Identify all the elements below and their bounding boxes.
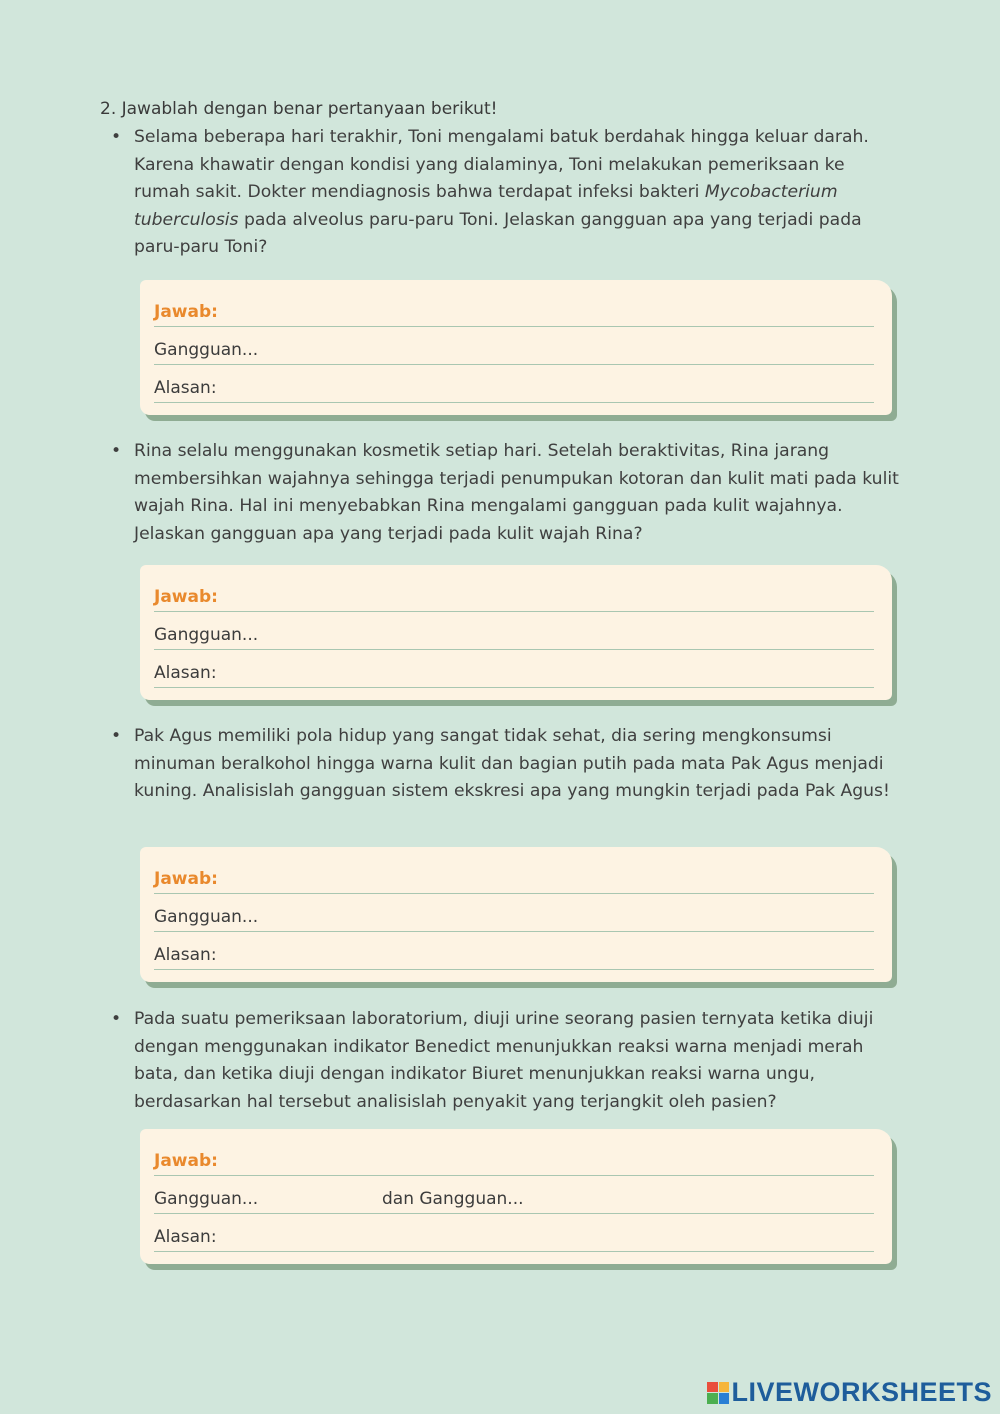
question-text: Selama beberapa hari terakhir, Toni mengalami batuk berdahak hingga keluar darah. Karena khawatir dengan kondisi yang dialaminya, Toni melakukan pemeriksaan ke rumah sakit. Dokter mendiagnosis bahwa terdapat infeksi bakteri Mycobacterium tuberculosis pada alveolus paru-paru Toni. Jelaskan gangguan apa yang terjadi pada paru-paru Toni? [134,127,869,258]
question-text: Pak Agus memiliki pola hidup yang sangat tidak sehat, dia sering mengkonsumsi minuman beralkohol hingga warna kulit dan bagian putih pada mata Pak Agus menjadi kuning. Analisislah gangguan sistem ekskresi apa yang mungkin terjadi pada Pak Agus! [134,726,890,802]
gangguan-answer-field[interactable] [154,903,874,932]
gangguan-answer-field[interactable] [154,1185,874,1214]
gangguan-label: Gangguan... [154,907,259,927]
jawab-row [154,1147,874,1176]
jawab-row [154,865,874,894]
answer-box-4 [140,1129,892,1264]
question-3 [111,723,901,806]
alasan-answer-field[interactable] [154,659,874,688]
gangguan-label: Gangguan... [154,340,259,360]
question-2 [111,438,901,548]
liveworksheets-logo-icon [707,1382,729,1404]
question-1 [111,124,901,262]
alasan-label: Alasan: [154,663,217,683]
jawab-row [154,298,874,327]
alasan-answer-field[interactable] [154,1223,874,1252]
question-text: Pada suatu pemeriksaan laboratorium, diuji urine seorang pasien ternyata ketika diuji dengan menggunakan indikator Benedict menunjukkan reaksi warna menjadi merah bata, dan ketika diuji dengan indikator Biuret menunjukkan reaksi warna ungu, berdasarkan hal tersebut analisislah penyakit yang terjangkit oleh pasien? [134,1009,874,1112]
question-text: Rina selalu menggunakan kosmetik setiap hari. Setelah beraktivitas, Rina jarang membersihkan wajahnya sehingga terjadi penumpukan kotoran dan kulit mati pada kulit wajah Rina. Hal ini menyebabkan Rina mengalami gangguan pada kulit wajahnya. Jelaskan gangguan apa yang terjadi pada kulit wajah Rina? [134,441,899,544]
bullet: • [111,1009,122,1029]
gangguan-label: Gangguan... [154,625,259,645]
logo-text: LIVEWORKSHEETS [731,1377,992,1407]
gangguan-answer-field[interactable] [154,336,874,365]
question-4 [111,1006,901,1116]
alasan-label: Alasan: [154,378,217,398]
liveworksheets-logo[interactable] [707,1377,992,1408]
answer-box-1 [140,280,892,415]
jawab-label: Jawab: [154,302,218,322]
gangguan-2-label: dan Gangguan... [382,1189,524,1209]
gangguan-answer-field[interactable] [154,621,874,650]
bullet: • [111,441,122,461]
jawab-row [154,583,874,612]
alasan-answer-field[interactable] [154,941,874,970]
jawab-label: Jawab: [154,1151,218,1171]
jawab-label: Jawab: [154,587,218,607]
answer-box-2 [140,565,892,700]
alasan-label: Alasan: [154,945,217,965]
bullet: • [111,127,122,147]
section-heading: 2. Jawablah dengan benar pertanyaan berikut! [100,99,498,119]
jawab-label: Jawab: [154,869,218,889]
bullet: • [111,726,122,746]
species-name: Mycobacterium tuberculosis [134,182,838,230]
alasan-answer-field[interactable] [154,374,874,403]
answer-box-3 [140,847,892,982]
gangguan-label: Gangguan... [154,1189,259,1209]
alasan-label: Alasan: [154,1227,217,1247]
